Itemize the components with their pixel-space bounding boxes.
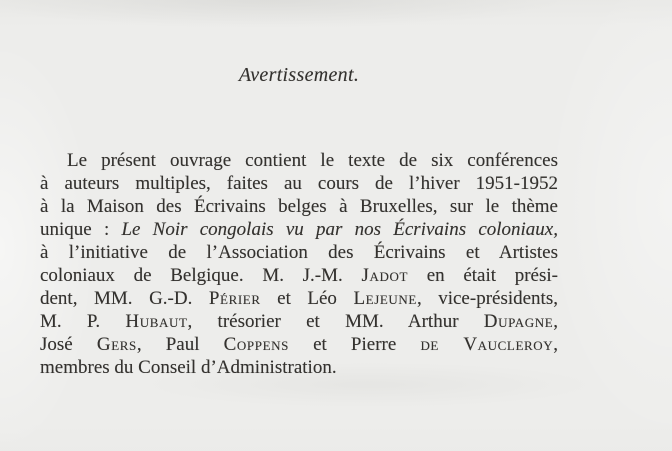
smallcaps-name-segment: de Vaucleroy [420, 334, 554, 355]
text-segment: Le présent ouvrage contient le texte de six conférences [67, 150, 558, 171]
smallcaps-name-segment: Lejeune [353, 288, 417, 309]
paragraph-line [40, 310, 558, 333]
smallcaps-name-segment: Gers [96, 334, 137, 355]
paragraph-line [40, 264, 558, 287]
paragraph-line [40, 172, 558, 195]
paragraph-line [40, 287, 558, 310]
paragraph [40, 149, 558, 379]
text-segment: , Paul [136, 334, 224, 355]
text-segment: , trésorier et MM. Arthur [187, 311, 484, 332]
italic-text-segment: Le Noir congolais vu par nos Écrivains coloniaux, [121, 219, 558, 240]
paragraph-line [40, 218, 558, 241]
page-title: Avertissement. [238, 64, 360, 86]
text-segment: membres du Conseil d’Administration. [40, 357, 337, 378]
paragraph-line [40, 333, 558, 356]
text-segment: à l’initiative de l’Association des Écrivains et Artistes [40, 242, 558, 263]
text-segment: et Léo [260, 288, 354, 309]
text-segment: unique : [40, 219, 122, 240]
text-segment: à auteurs multiples, faites au cours de l’hiver 1951-1952 [40, 173, 558, 194]
paragraph-line [40, 241, 558, 264]
smallcaps-name-segment: Coppens [223, 334, 289, 355]
text-segment: et Pierre [288, 334, 421, 355]
smallcaps-name-segment: Périer [208, 288, 261, 309]
paragraph-line [40, 195, 558, 218]
text-segment: , [553, 334, 559, 355]
text-segment: dent, MM. G.-D. [40, 288, 209, 309]
text-segment: , vice-présidents, [416, 288, 558, 309]
text-segment: , [553, 311, 558, 332]
text-segment: José [40, 334, 97, 355]
text-segment: en était prési- [407, 265, 558, 286]
text-segment: à la Maison des Écrivains belges à Bruxelles, sur le thème [40, 196, 558, 217]
text-segment: M. P. [40, 311, 126, 332]
smallcaps-name-segment: Dupagne [483, 311, 554, 332]
smallcaps-name-segment: Jadot [361, 265, 408, 286]
smallcaps-name-segment: Hubaut [125, 311, 188, 332]
text-segment: coloniaux de Belgique. M. J.-M. [40, 265, 362, 286]
paragraph-line [40, 356, 558, 379]
paragraph-line [40, 149, 558, 172]
